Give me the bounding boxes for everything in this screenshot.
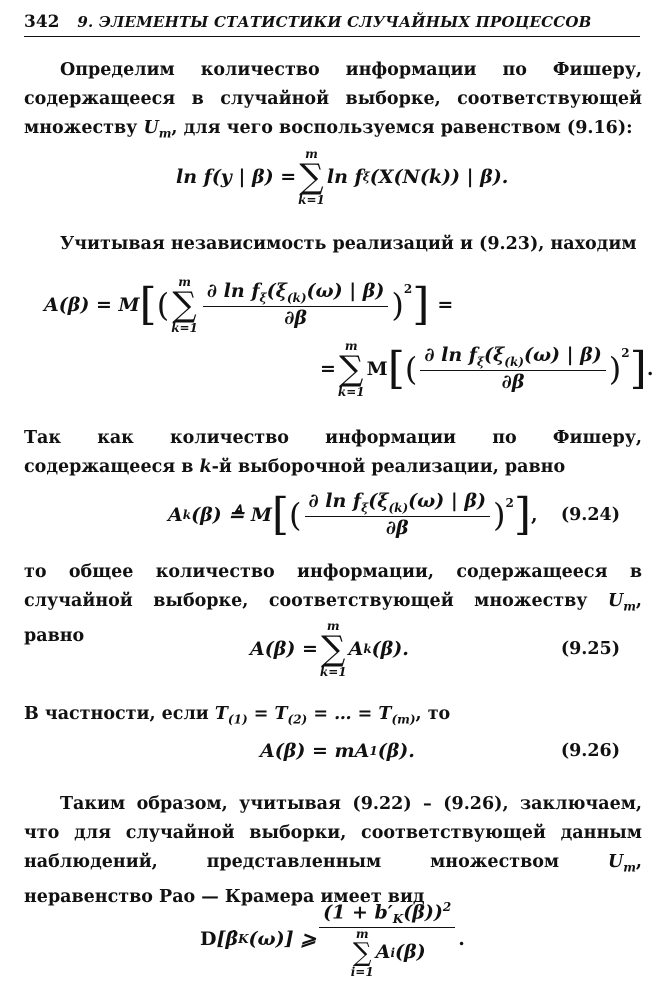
eq3-num: ∂ ln f — [424, 343, 477, 366]
paragraph-5 — [24, 700, 642, 735]
eq2-power: 2 — [403, 282, 413, 296]
eq3-num-tail2: (ω) | β) — [523, 343, 602, 366]
paragraph-3-text: Так как количество информации по Фишеру, содержащееся в — [24, 428, 642, 477]
eq3-tail: . — [646, 358, 654, 380]
paragraph-3-tail: -й выборочной реализации, равно — [211, 457, 566, 477]
eq3-sum-top: m — [344, 339, 358, 353]
eq7-lhs: D — [200, 928, 217, 951]
eq3-den: ∂β — [501, 370, 525, 393]
eq4-tail: , — [530, 504, 538, 527]
eq2-den: ∂β — [284, 306, 308, 329]
eq7-tail: . — [458, 928, 465, 951]
inline-tm-sub: (m) — [391, 712, 416, 727]
equation-7 — [200, 900, 465, 978]
eq7-fraction — [319, 900, 455, 978]
inline-t1-sub: (1) — [227, 712, 248, 727]
eq1-sum-top: m — [305, 147, 318, 161]
eq2-tail: = — [437, 294, 454, 316]
eq4-den: ∂β — [385, 516, 409, 539]
eq7-lhs-tail: (ω)] ⩾ — [248, 928, 317, 951]
eq5-sum-bottom: k=1 — [319, 665, 347, 679]
paragraph-4-set-u: U — [607, 591, 624, 611]
eq4-num-sub2: (k) — [388, 500, 409, 515]
paragraph-1-tail: , для чего воспользуемся равенством (9.16): — [171, 118, 633, 138]
eq4-lhs-sub: k — [182, 508, 192, 523]
eq3-sum: m ∑ k=1 — [337, 339, 365, 399]
eq2-fraction — [203, 280, 388, 331]
eq2-num-tail2: (ω) | β) — [306, 279, 385, 302]
eq1-rhs-tail: (X(N(k)) | β). — [369, 166, 509, 188]
page-number: 342 — [24, 12, 60, 32]
eq2-num-sub2: (k) — [286, 290, 307, 305]
page-header — [24, 12, 640, 37]
eq2-sum: m ∑ k=1 — [171, 275, 198, 335]
eq4-num: ∂ ln f — [308, 490, 362, 512]
eq4-num-sub: ξ — [361, 500, 369, 515]
eq2-sum-bottom: k=1 — [171, 321, 198, 335]
eq5-number: (9.25) — [560, 639, 620, 659]
paragraph-6 — [24, 790, 642, 912]
eq7-sum-top: m — [355, 927, 369, 942]
eq3-num-tail: (ξ — [484, 343, 505, 366]
equation-5 — [250, 620, 642, 678]
eq5-rhs: A — [348, 638, 364, 660]
equation-4: A k (β) ≜ M [ ( $\frac{\partial \ln f_\xi(\xi_{(k)}(\omega) | \beta)}{\partial\beta}$ ) $^2$ ] , (9.24) — [168, 489, 620, 541]
paragraph-4-set-u-sub: m — [623, 599, 636, 614]
eq2-sum-top: m — [178, 275, 191, 289]
inline-t1: T — [214, 704, 228, 724]
eq3-lhs: = — [320, 358, 336, 380]
eq3-num-sub: ξ — [476, 354, 485, 369]
inline-t-equation — [214, 704, 416, 727]
eq5-lhs: A(β) = — [250, 638, 318, 660]
eq6-sub: 1 — [369, 744, 378, 758]
eq7-num-power: 2 — [442, 900, 452, 914]
paragraph-6-set-u: U — [607, 852, 624, 872]
eq3-operator: M — [366, 358, 388, 380]
equation-2: A(β) = M [ ( m ∑ k=1 $\frac{\partial \ln f_\xi(\xi_{(k)}(\omega) | \beta)}{\partial\beta}$ ) $^2$ ] = — [44, 275, 454, 335]
eq5-sum-top: m — [326, 619, 340, 633]
eq4-fraction — [305, 490, 490, 541]
eq1-rhs: ln f — [326, 166, 363, 188]
eq7-sum: m ∑ i=1 — [350, 927, 374, 980]
equation-6 — [260, 740, 642, 762]
eq5-sum: m ∑ k=1 — [319, 619, 347, 679]
paragraph-1-text: Определим количество информации по Фишеру, содержащееся в случайной выборке, соответствующей множеству — [24, 60, 642, 138]
chapter-title: 9. ЭЛЕМЕНТЫ СТАТИСТИКИ СЛУЧАЙНЫХ ПРОЦЕССОВ — [77, 13, 592, 31]
eq4-lhs: A — [168, 504, 183, 527]
paragraph-5-tail: , то — [415, 704, 451, 724]
set-u-sub: m — [158, 126, 172, 141]
eq2-num-sub: ξ — [259, 290, 267, 305]
eq5-rhs-sub: k — [363, 642, 372, 656]
eq4-number: (9.24) — [560, 505, 620, 526]
paragraph-6-tail: , неравенство Рао — Крамера имеет вид — [24, 852, 642, 907]
paragraph-4-text: то общее количество информации, содержащееся в случайной выборке, соответствующей множеству — [24, 562, 642, 611]
paragraph-6-set-u-sub: m — [623, 860, 636, 875]
eq2-lhs: A(β) = M — [44, 294, 140, 316]
paragraph-5-text: В частности, если — [24, 704, 209, 724]
eq7-den-tail: (β) — [395, 941, 426, 964]
equation-3: = m ∑ k=1 M [ ( $\frac{\partial \ln f_\xi(\xi_{(k)}(\omega) | \beta)}{\partial\beta}$ ) $^2$ ] . — [320, 339, 654, 399]
paragraph-3-k: k — [199, 457, 212, 477]
eq7-num-sub: K — [392, 912, 404, 927]
eq3-power: 2 — [621, 346, 630, 360]
eq7-num-tail: (β)) — [403, 901, 443, 924]
eq7-den-sub: i — [390, 945, 395, 960]
paragraph-3 — [24, 424, 642, 482]
eq4-lhs-tail: (β) ≜ M — [191, 504, 272, 527]
eq1-sum-bottom: k=1 — [298, 193, 325, 207]
eq3-fraction — [420, 344, 605, 395]
eq7-beta-hat: [β̂ — [216, 928, 239, 951]
inline-tm: = … = T — [313, 704, 392, 724]
eq2-num-tail: (ξ — [266, 279, 287, 302]
paragraph-2: Учитывая независимость реализаций и (9.23), находим — [60, 234, 637, 254]
eq6-number: (9.26) — [560, 741, 620, 761]
eq7-beta-sub: K — [238, 932, 249, 947]
eq3-num-sub2: (k) — [504, 354, 524, 369]
eq5-rhs-tail: (β). — [371, 638, 409, 660]
inline-t2: = T — [253, 704, 288, 724]
paragraph-6-text: Таким образом, учитывая (9.22) – (9.26), заключаем, что для случайной выборки, соответствующей данным наблюдений, представленным множеством — [24, 794, 642, 872]
equation-1 — [176, 148, 508, 206]
eq1-lhs: ln f(y | β) = — [176, 166, 297, 188]
eq7-num: (1 + b′ — [323, 901, 393, 924]
eq6-text: A(β) = mA — [260, 740, 370, 762]
eq4-power: 2 — [505, 496, 514, 510]
eq6-tail: (β). — [377, 740, 415, 762]
paragraph-1 — [24, 56, 642, 149]
eq3-sum-bottom: k=1 — [337, 385, 365, 399]
eq7-den: A — [375, 941, 391, 964]
eq4-num-tail: (ξ — [368, 490, 389, 512]
inline-t2-sub: (2) — [287, 712, 308, 727]
eq4-num-tail2: (ω) | β) — [408, 490, 486, 512]
eq1-sum: m ∑ k=1 — [298, 147, 325, 207]
eq7-sum-bottom: i=1 — [350, 965, 374, 980]
paragraph-4-tail: , равно — [24, 591, 642, 646]
eq2-num: ∂ ln f — [206, 279, 260, 302]
set-u: U — [143, 118, 159, 138]
eq1-rhs-sub: ξ — [362, 170, 370, 184]
